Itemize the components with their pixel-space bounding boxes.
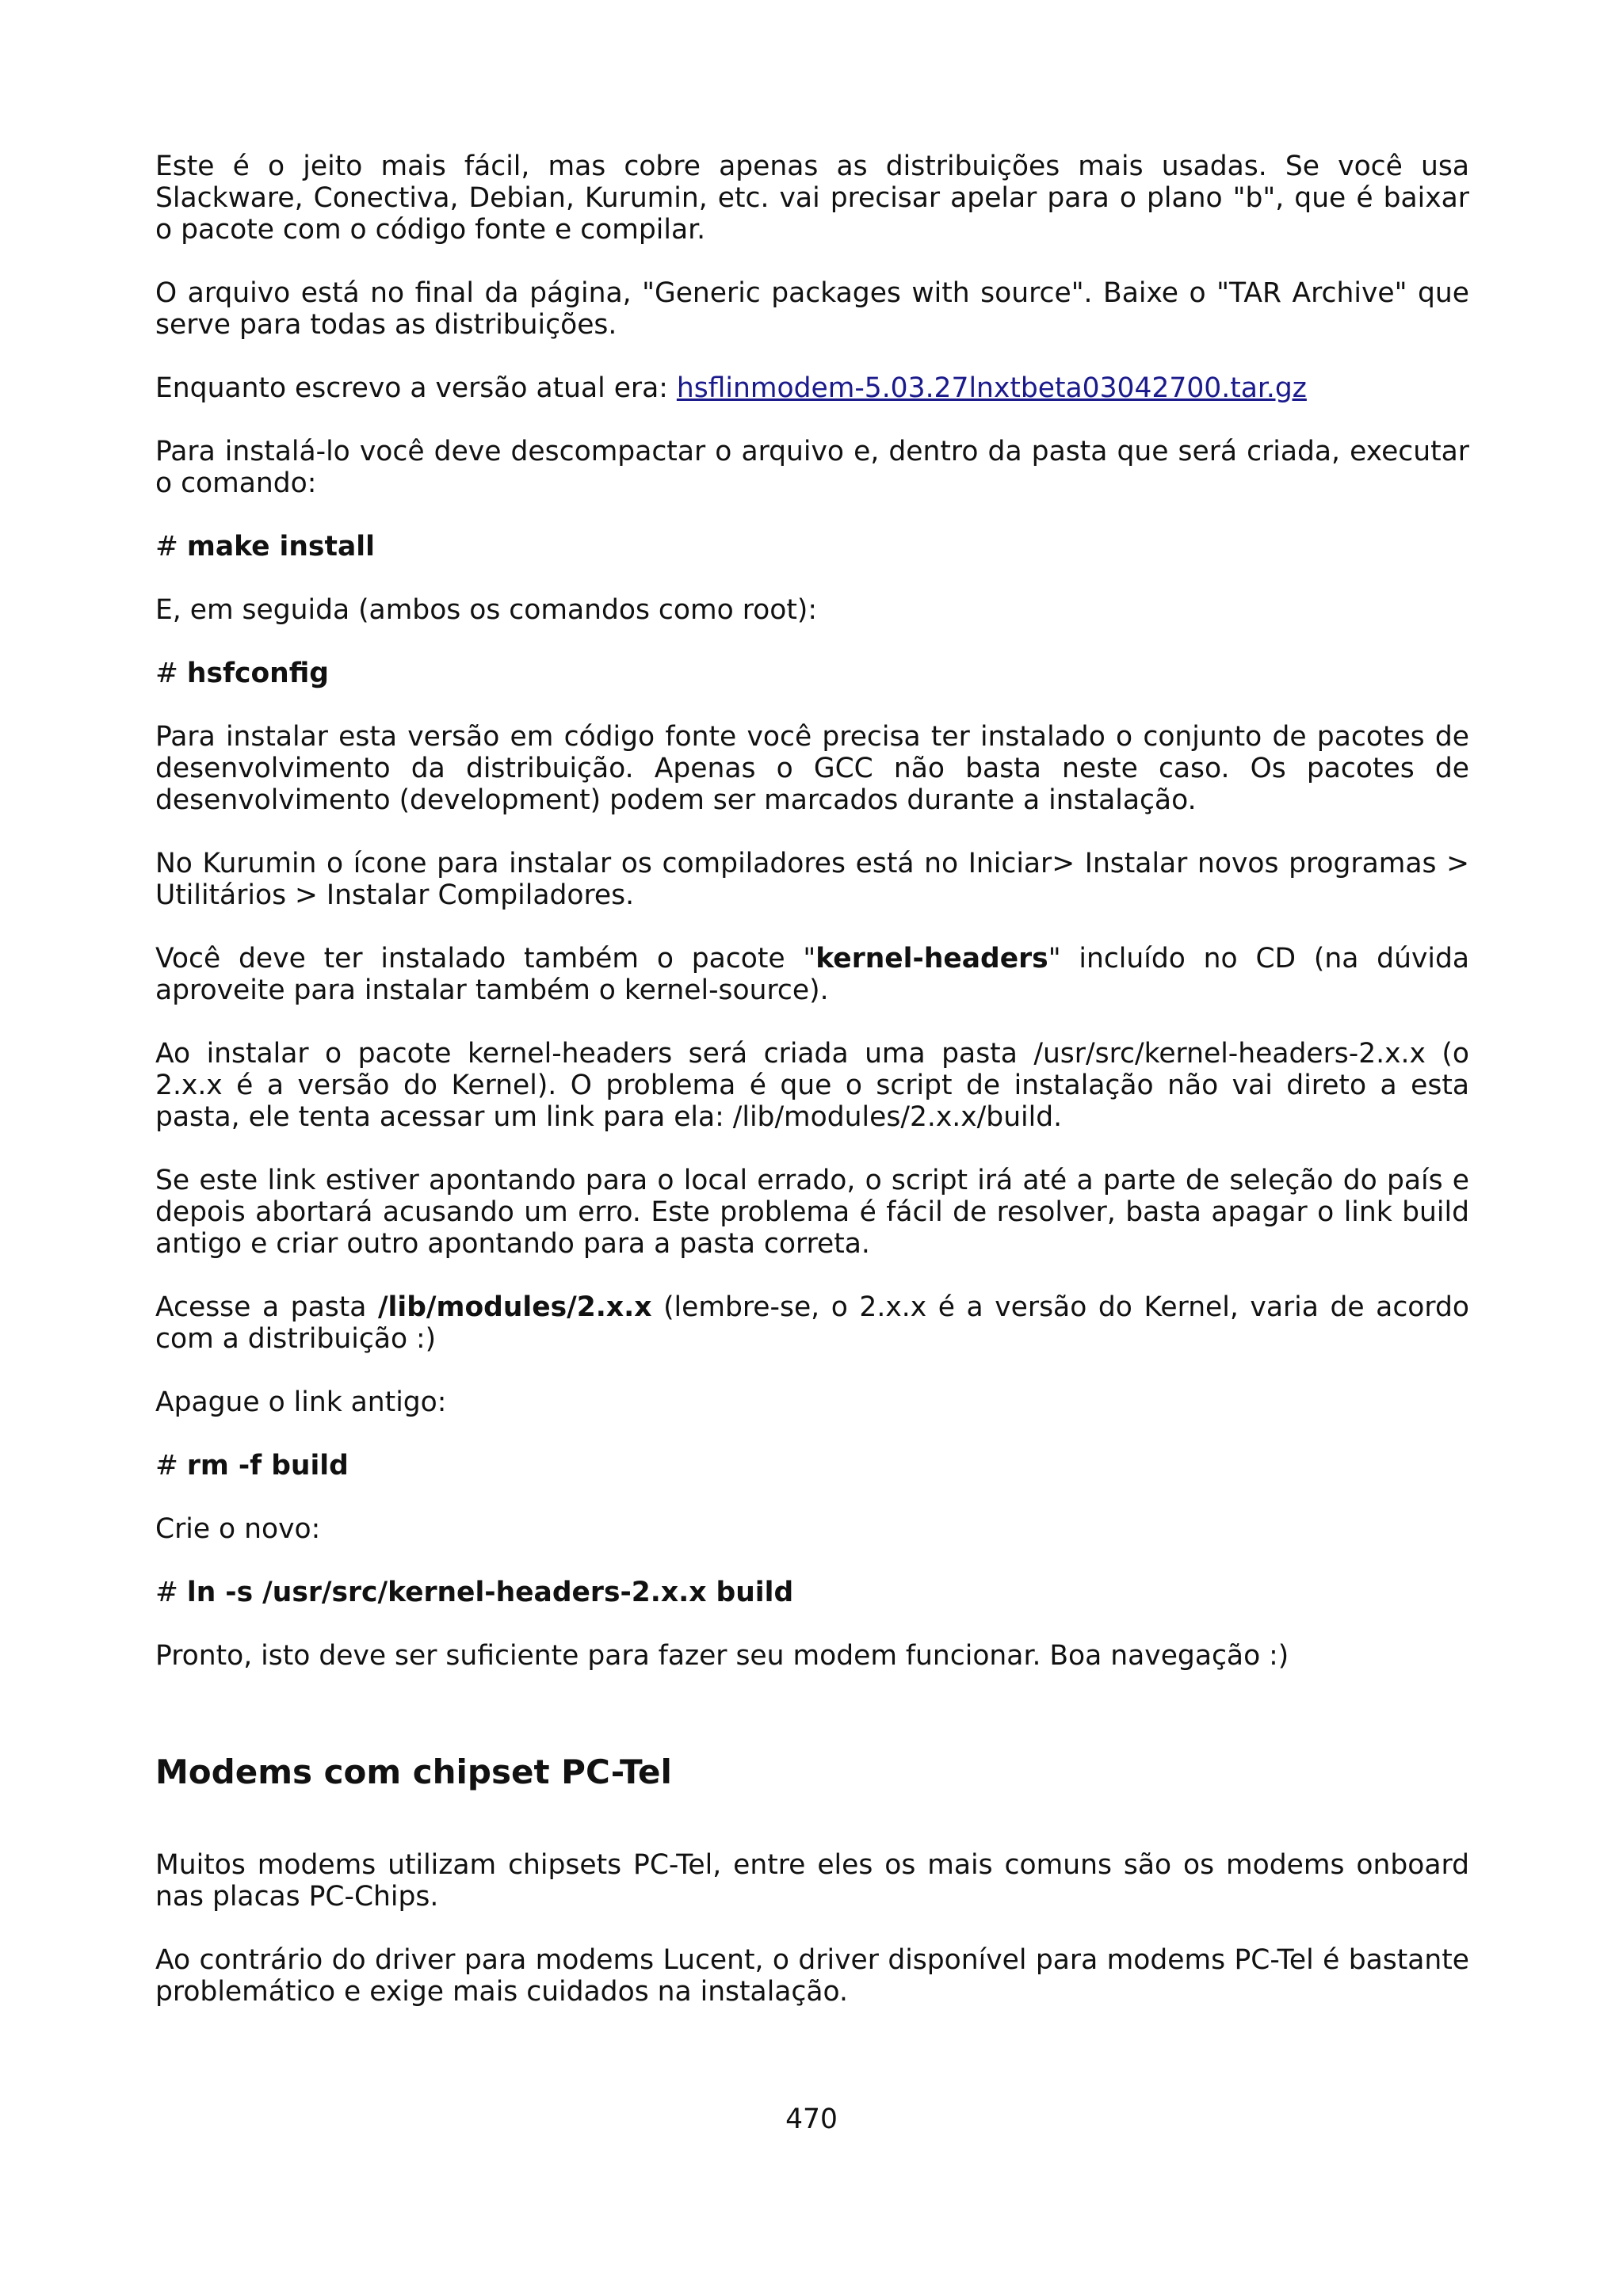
prompt-symbol: #	[155, 531, 178, 563]
paragraph-dev-packages: Para instalar esta versão em código fonte você precisa ter instalado o conjunto de pacotes de desenvolvimento da distribuição. Apenas o GCC não basta neste caso. Os pacotes de desenvolvimento (development) podem ser marcados durante a instalação.	[155, 721, 1469, 816]
kernel-headers-text-c: " incluído no CD (na dúvida aproveite para instalar também o kernel-source).	[155, 943, 1469, 1006]
paragraph-current-version	[155, 372, 1469, 404]
command-text: ln -s /usr/src/kernel-headers-2.x.x build	[186, 1577, 794, 1608]
paragraph-kurumin-compilers: No Kurumin o ícone para instalar os compiladores está no Iniciar> Instalar novos programas > Utilitários > Instalar Compiladores.	[155, 848, 1469, 911]
document-body	[155, 151, 1469, 2008]
paragraph-distributions: Este é o jeito mais fácil, mas cobre apenas as distribuições mais usadas. Se você usa Slackware, Conectiva, Debian, Kurumin, etc. vai precisar apelar para o plano "b", que é baixar o pacote com o código fonte e compilar.	[155, 151, 1469, 246]
command-make-install	[155, 531, 1469, 563]
modules-path-bold: /lib/modules/2.x.x	[377, 1291, 652, 1323]
paragraph-then-as-root: E, em seguida (ambos os comandos como root):	[155, 594, 817, 626]
access-folder-text-c: (lembre-se, o 2.x.x é a versão do Kernel, varia de acordo com a distribuição :)	[155, 1291, 1469, 1355]
paragraph-wrong-link: Se este link estiver apontando para o local errado, o script irá até a parte de seleção do país e depois abortará acusando um erro. Este problema é fácil de resolver, basta apagar o link build antigo e criar outro apontando para a pasta correta.	[155, 1165, 1469, 1260]
download-link[interactable]: hsflinmodem-5.03.27lnxtbeta03042700.tar.gz	[676, 372, 1307, 404]
section-heading-pctel: Modems com chipset PC-Tel	[155, 1753, 672, 1791]
paragraph-kernel-headers	[155, 943, 1469, 1006]
paragraph-done: Pronto, isto deve ser suficiente para fazer seu modem funcionar. Boa navegação :)	[155, 1640, 1289, 1672]
kernel-headers-bold: kernel-headers	[815, 943, 1048, 974]
access-folder-text-a: Acesse a pasta	[155, 1291, 378, 1323]
prompt-symbol: #	[155, 1450, 178, 1482]
paragraph-create-new: Crie o novo:	[155, 1513, 321, 1545]
command-hsfconfig	[155, 658, 1469, 689]
paragraph-delete-old-link: Apague o link antigo:	[155, 1386, 447, 1418]
paragraph-install-instructions: Para instalá-lo você deve descompactar o arquivo e, dentro da pasta que será criada, executar o comando:	[155, 436, 1469, 499]
command-text: make install	[186, 531, 375, 563]
current-version-text: Enquanto escrevo a versão atual era:	[155, 372, 677, 404]
paragraph-access-folder	[155, 1291, 1469, 1355]
paragraph-pctel-chipsets: Muitos modems utilizam chipsets PC-Tel, entre eles os mais comuns são os modems onboard nas placas PC-Chips.	[155, 1849, 1469, 1913]
page-number: 470	[785, 2103, 838, 2135]
paragraph-generic-packages: O arquivo está no final da página, "Generic packages with source". Baixe o "TAR Archive" que serve para todas as distribuições.	[155, 277, 1469, 341]
paragraph-kernel-headers-folder: Ao instalar o pacote kernel-headers será criada uma pasta /usr/src/kernel-headers-2.x.x (o 2.x.x é a versão do Kernel). O problema é que o script de instalação não vai direto a esta pasta, ele tenta acessar um link para ela: /lib/modules/2.x.x/build.	[155, 1038, 1469, 1133]
command-ln-build	[155, 1577, 1469, 1608]
prompt-symbol: #	[155, 658, 178, 689]
command-text: rm -f build	[186, 1450, 349, 1482]
kernel-headers-text-a: Você deve ter instalado também o pacote "	[155, 943, 816, 974]
prompt-symbol: #	[155, 1577, 178, 1608]
command-rm-build	[155, 1450, 1469, 1482]
paragraph-pctel-driver: Ao contrário do driver para modems Lucent, o driver disponível para modems PC-Tel é bastante problemático e exige mais cuidados na instalação.	[155, 1944, 1469, 2008]
command-text: hsfconfig	[186, 658, 329, 689]
